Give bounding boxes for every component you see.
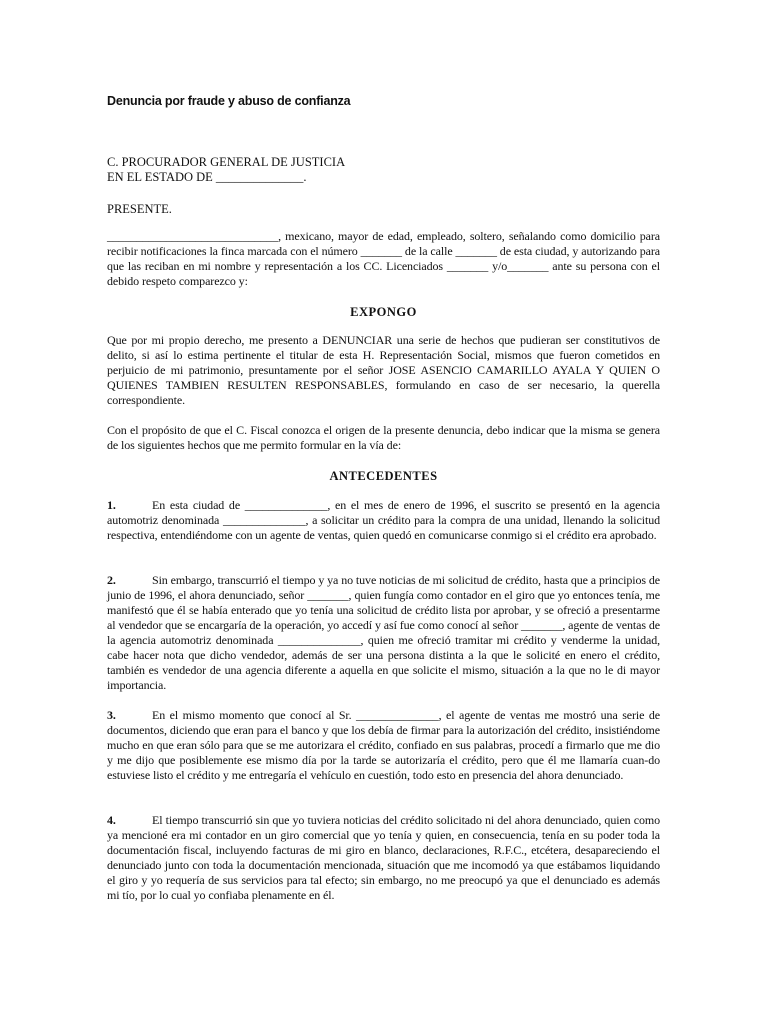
expongo-paragraph-1: Que por mi propio derecho, me presento a DENUNCIAR una serie de hechos que pudieran ser constitutivos de delito, si así lo estima pertinente el titular de esta H. Representación Social, mismos que fueron cometidos en perjuicio de mi patrimonio, presuntamente por el señor JOSE ASENCIO CAMARILLO AYALA Y QUIEN O QUIENES TAMBIEN RESULTEN RESPONSABLES, formulando en caso de ser necesario, la querella correspondiente. bbox=[107, 333, 660, 407]
expongo-paragraph-2: Con el propósito de que el C. Fiscal conozca el origen de la presente denuncia, debo indicar que la misma se genera de los siguientes hechos que me permito formular en la vía de: bbox=[107, 423, 660, 452]
antecedente-item-3 bbox=[107, 708, 660, 783]
antecedente-text: En esta ciudad de ______________, en el mes de enero de 1996, el suscrito se presentó en la agencia automotriz denominada ______________, a solicitar un crédito para la compra de una unidad, llenando la solicitud respectiva, entendiéndome con un agente de ventas, quien quedó en comunicarse conmigo si el crédito era aprobado. bbox=[107, 498, 660, 542]
document-title: Denuncia por fraude y abuso de confianza bbox=[107, 94, 351, 108]
addressee-block bbox=[107, 155, 345, 185]
antecedente-number: 3. bbox=[107, 708, 116, 722]
antecedente-text: En el mismo momento que conocí al Sr. ______________, el agente de ventas me mostró una serie de documentos, diciendo que eran para el banco y que los debía de firmar para la autorización del crédito, insistiéndome mucho en que eran sólo para que se me autorizara el crédito, confiado en sus palabras, procedí a firmarlo que me dio y me dijo que posiblemente ese mismo día por la tarde se autorizaría el crédito, pero que él me llamaría cuan-do estuviese listo el crédito y me entregaría el vehículo en cuestión, todo esto en presencia del ahora denunciado. bbox=[107, 708, 660, 782]
expongo-heading: EXPONGO bbox=[350, 305, 417, 319]
addressee-line-2: EN EL ESTADO DE ______________. bbox=[107, 170, 307, 184]
antecedente-item-2 bbox=[107, 573, 660, 693]
antecedente-text: El tiempo transcurrió sin que yo tuviera noticias del crédito solicitado ni del ahora denunciado, quien como ya mencioné era mi contador en un giro comercial que yo tenía y quien, en consecuencia, tenía en su poder toda la documentación fiscal, incluyendo facturas de mi giro en blanco, declaraciones, R.F.C., etcétera, desapareciendo el denunciado junto con toda la documentación mencionada, situación que me incomodó ya que estábamos liquidando el giro y yo requería de sus servicios para tal efecto; sin embargo, no me preocupó ya que el denunciado es además mi tío, por lo cual yo confiaba plenamente en él. bbox=[107, 813, 660, 902]
antecedente-item-4 bbox=[107, 813, 660, 903]
antecedente-number: 2. bbox=[107, 573, 116, 587]
addressee-line-1: C. PROCURADOR GENERAL DE JUSTICIA bbox=[107, 155, 346, 169]
intro-paragraph: _____________________________, mexicano, mayor de edad, empleado, soltero, señalando como domicilio para recibir notificaciones la finca marcada con el número _______ de la calle _______ de esta ciudad, y autorizando para que las reciban en mi nombre y representación a los CC. Licenciados _______ y/o_______ ante su persona con el debido respeto comparezco y: bbox=[107, 229, 660, 288]
antecedente-item-1 bbox=[107, 498, 660, 543]
antecedente-number: 1. bbox=[107, 498, 116, 512]
antecedentes-heading: ANTECEDENTES bbox=[329, 469, 438, 483]
antecedente-text: Sin embargo, transcurrió el tiempo y ya no tuve noticias de mi solicitud de crédito, hasta que a principios de junio de 1996, el ahora denunciado, señor _______, quien fungía como contador en el giro que yo entonces tenía, me manifestó que él se había enterado que yo tenía una solicitud de crédito lista por aprobar, y se ofreció a presentarme al vendedor que se encargaría de la operación, yo accedí y así fue como conocí al señor _______, agente de ventas de la agencia automotriz denominada ______________, quien me ofreció tramitar mi crédito y venderme la unidad, cabe hacer nota que dicho vendedor, además de ser una persona distinta a la que le solicité en enero el crédito, también es vendedor de una agencia diferente a aquella en que solicite el mismo, situación a la que no le di mayor importancia. bbox=[107, 573, 660, 692]
antecedente-number: 4. bbox=[107, 813, 116, 827]
presente-label: PRESENTE. bbox=[107, 202, 172, 216]
